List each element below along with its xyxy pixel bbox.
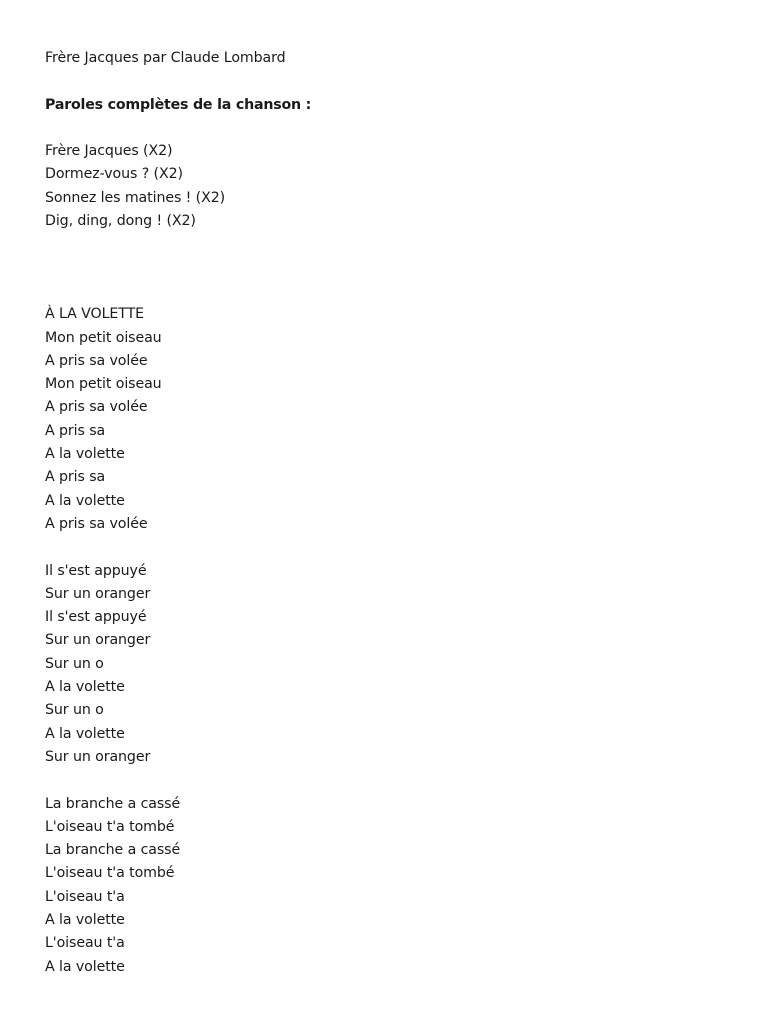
lyric-line: Sur un oranger	[45, 585, 151, 602]
lyric-line: Sur un o	[45, 702, 104, 719]
spacer	[45, 70, 725, 93]
lyric-line: Dormez-vous ? (X2)	[45, 166, 183, 183]
spacer	[45, 769, 725, 792]
lyric-line: Sur un o	[45, 655, 104, 672]
document-page	[45, 47, 725, 979]
lyric-line: A la volette	[45, 446, 125, 463]
lyric-line: A pris sa volée	[45, 515, 148, 532]
lyric-line: Sonnez les matines ! (X2)	[45, 189, 226, 206]
lyric-line: Frère Jacques (X2)	[45, 143, 173, 160]
spacer	[45, 536, 725, 559]
lyric-line: A pris sa	[45, 469, 106, 486]
lyric-line: Mon petit oiseau	[45, 329, 162, 346]
verse-2	[45, 560, 725, 770]
lyric-line: L'oiseau t'a tombé	[45, 865, 175, 882]
lyric-line: A pris sa	[45, 422, 106, 439]
lyric-line: L'oiseau t'a tombé	[45, 818, 175, 835]
lyric-line: La branche a cassé	[45, 842, 181, 859]
spacer	[45, 233, 725, 280]
lyric-line: A la volette	[45, 725, 125, 742]
lyric-line: Dig, ding, dong ! (X2)	[45, 213, 196, 230]
lyric-line: La branche a cassé	[45, 795, 181, 812]
lyric-line: L'oiseau t'a	[45, 888, 125, 905]
lyric-line: A la volette	[45, 911, 125, 928]
lyric-line: Mon petit oiseau	[45, 376, 162, 393]
spacer	[45, 117, 725, 140]
lyric-line: A la volette	[45, 958, 125, 975]
lyric-line: Sur un oranger	[45, 632, 151, 649]
lyric-line: L'oiseau t'a	[45, 935, 125, 952]
spacer	[45, 280, 725, 303]
document-title: Frère Jacques par Claude Lombard	[45, 50, 286, 66]
lyric-line: A la volette	[45, 679, 125, 696]
lyrics-heading: Paroles complètes de la chanson :	[45, 96, 312, 113]
lyric-line: Il s'est appuyé	[45, 609, 147, 626]
verse-3	[45, 793, 725, 979]
lyric-line: Sur un oranger	[45, 748, 151, 765]
lyric-line: A pris sa volée	[45, 352, 148, 369]
lyric-line: A la volette	[45, 492, 125, 509]
lyric-line: A pris sa volée	[45, 399, 148, 416]
song1-lyrics	[45, 140, 725, 233]
lyric-line: Il s'est appuyé	[45, 562, 147, 579]
verse-1	[45, 327, 725, 537]
song2-title: À LA VOLETTE	[45, 306, 144, 323]
